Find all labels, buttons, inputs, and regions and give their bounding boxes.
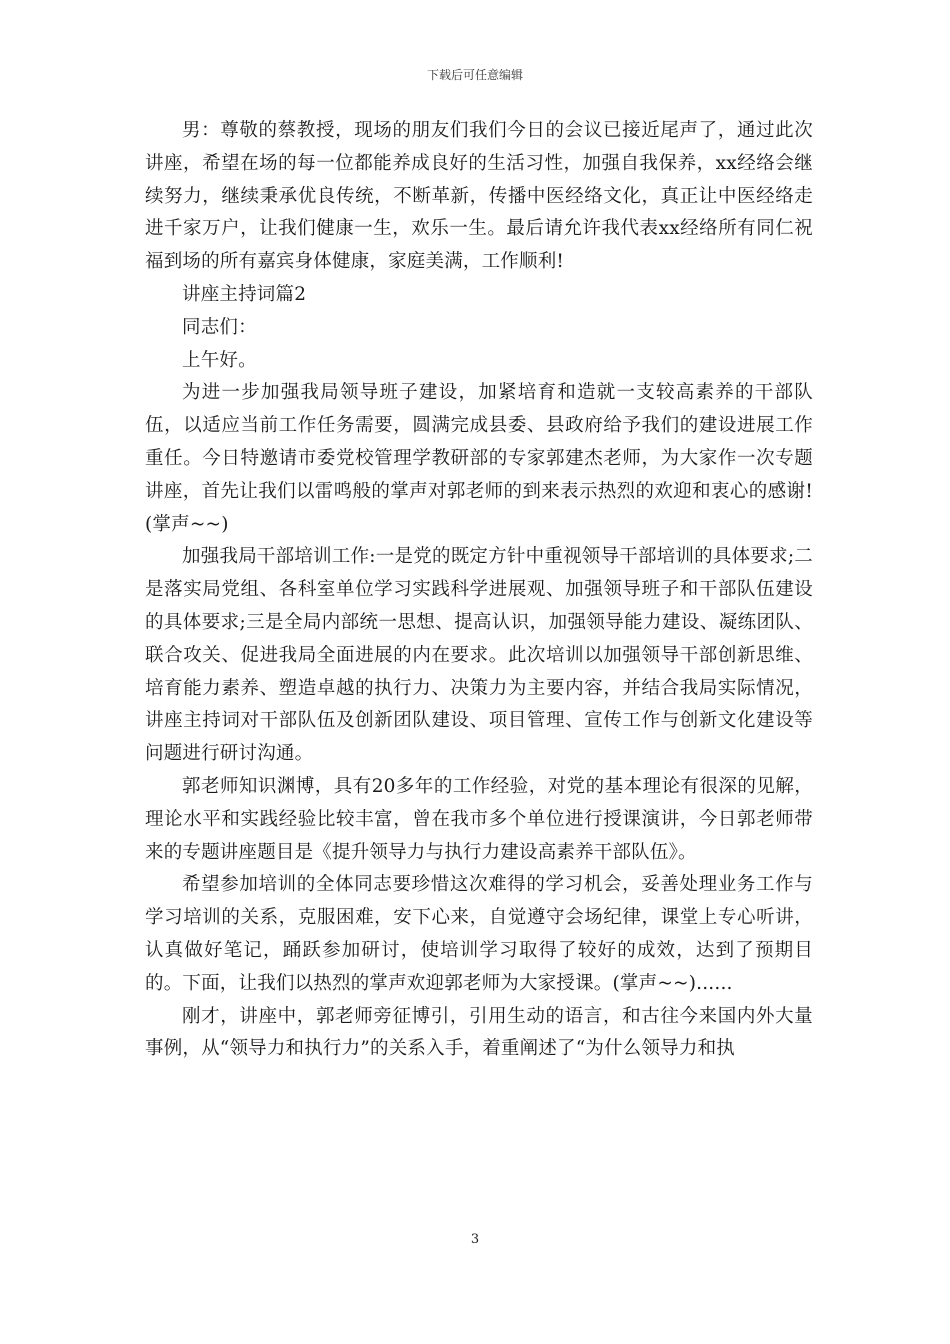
paragraph-training-purpose: 加强我局干部培训工作:一是党的既定方针中重视领导干部培训的具体要求;二是落实局党组、各科室单位学习实践科学进展观、加强领导班子和干部队伍建设的具体要求;三是全局内部统一思想、提高认识，加强领导能力建设、凝练团队、联合攻关、促进我局全面进展的内在要求。此次培训以加强领导干部创新思维、培育能力素养、塑造卓越的执行力、决策力为主要内容，并结合我局实际情况，讲座主持词对干部队伍及创新团队建设、项目管理、宣传工作与创新文化建设等问题进行研讨沟通。 <box>145 546 813 765</box>
page-number: 3 <box>470 1232 480 1247</box>
section-heading: 讲座主持词篇2 <box>182 283 307 305</box>
paragraph-closing-remarks: 男：尊敬的蔡教授，现场的朋友们我们今日的会议已接近尾声了，通过此次讲座，希望在场的每一位都能养成良好的生活习性，加强自我保养，xx经络会继续努力，继续秉承优良传统，不断革新，传播中医经络文化，真正让中医经络走进千家万户，让我们健康一生，欢乐一生。最后请允许我代表xx经络所有同仁祝福到场的所有嘉宾身体健康，家庭美满，工作顺利! <box>145 120 813 273</box>
paragraph-summary: 刚才，讲座中，郭老师旁征博引，引用生动的语言，和古往今来国内外大量事例，从“领导力和执行力”的关系入手，着重阐述了“为什么领导力和执 <box>145 1005 813 1060</box>
paragraph-salutation: 同志们： <box>182 316 257 338</box>
paragraph-greeting: 上午好。 <box>182 349 257 371</box>
paragraph-introduction: 为进一步加强我局领导班子建设，加紧培育和造就一支较高素养的干部队伍，以适应当前工作任务需要，圆满完成县委、县政府给予我们的建设进展工作重任。今日特邀请市委党校管理学教研部的专家郭建杰老师，为大家作一次专题讲座，首先让我们以雷鸣般的掌声对郭老师的到来表示热烈的欢迎和衷心的感谢!(掌声~~) <box>145 382 813 535</box>
paragraph-speaker-bio: 郭老师知识渊博，具有20多年的工作经验，对党的基本理论有很深的见解，理论水平和实践经验比较丰富，曾在我市多个单位进行授课演讲，今日郭老师带来的专题讲座题目是《提升领导力与执行力建设高素养干部队伍》。 <box>145 775 813 863</box>
page-header: 下载后可任意编辑 <box>426 68 523 82</box>
document-body <box>145 115 813 1066</box>
paragraph-expectations: 希望参加培训的全体同志要珍惜这次难得的学习机会，妥善处理业务工作与学习培训的关系，克服困难，安下心来，自觉遵守会场纪律，课堂上专心听讲，认真做好笔记，踊跃参加研讨，使培训学习取得了较好的成效，达到了预期目的。下面，让我们以热烈的掌声欢迎郭老师为大家授课。(掌声~~)...... <box>145 874 813 994</box>
